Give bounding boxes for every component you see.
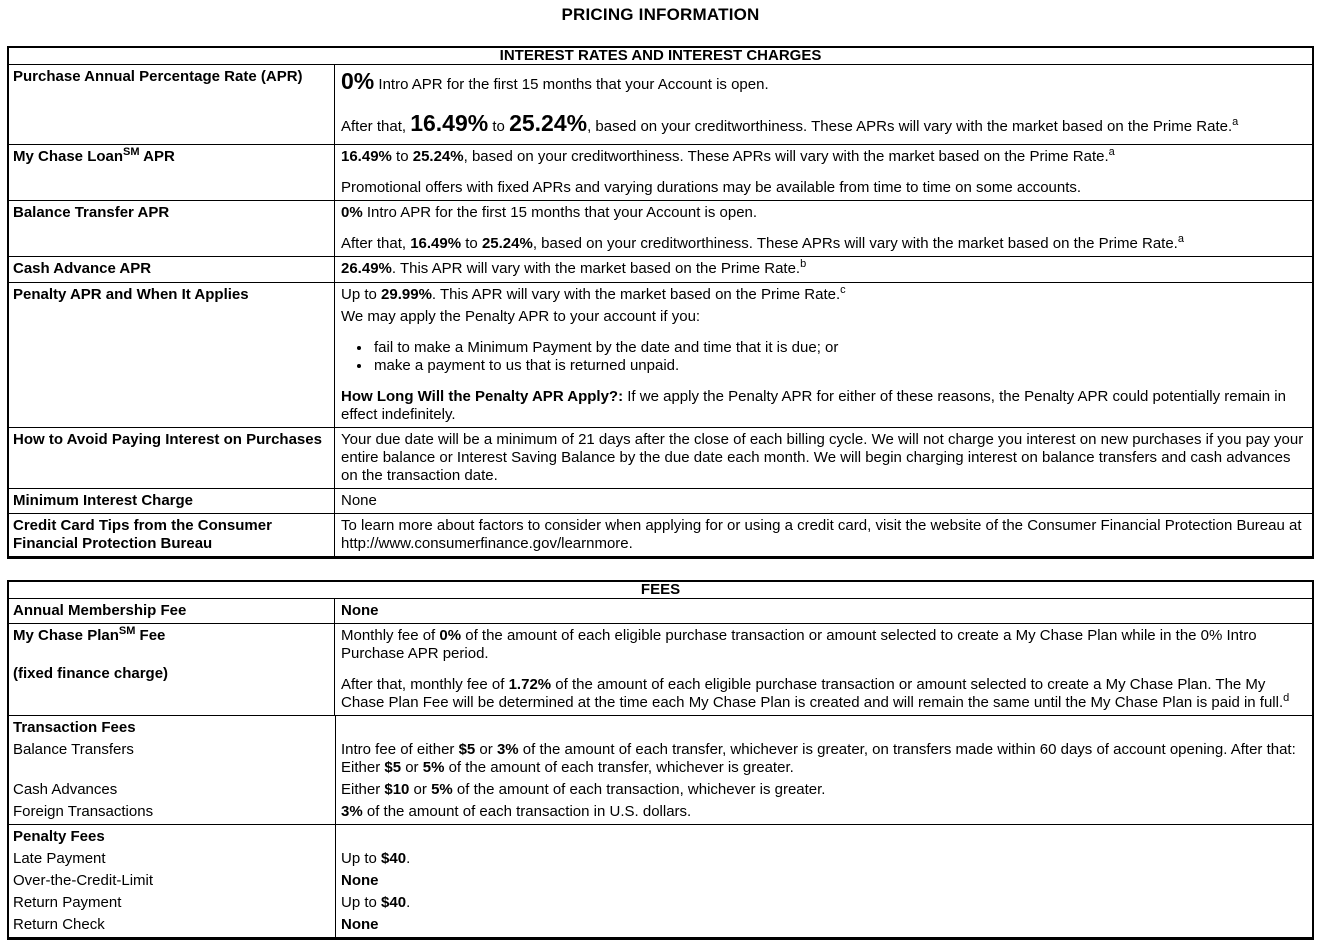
row-label-cell [9, 599, 335, 623]
text-span: Promotional offers with fixed APRs and varying durations may be available from time to time on some accounts. [341, 179, 1082, 196]
text-span: . [406, 850, 411, 867]
text-span: 16.49% [410, 110, 489, 136]
text-span: How to Avoid Paying Interest on Purchases [13, 431, 322, 448]
group-line [9, 781, 1312, 799]
row-content-cell [335, 489, 1312, 513]
bullet-list [341, 339, 1306, 375]
text-span: 3% [496, 741, 519, 758]
row-content-cell [335, 65, 1312, 144]
text-span: Up to [341, 850, 382, 867]
table-row-penalty-apr [9, 282, 1312, 427]
text-span: 1.72% [508, 676, 552, 693]
text-span: Late Payment [13, 850, 106, 867]
text-span: , based on your creditworthiness. These APRs will vary with the market based on the Prime Rate. [532, 235, 1178, 252]
text-span: or [401, 759, 423, 776]
row-label-cell [9, 719, 335, 737]
paragraph [13, 260, 328, 278]
text-span: 29.99% [381, 286, 432, 303]
row-label-cell [9, 894, 335, 912]
table-row-purchase-apr [9, 65, 1312, 144]
text-span: 5% [422, 759, 445, 776]
spacer [341, 166, 1306, 179]
group-line [9, 916, 1312, 934]
paragraph [13, 627, 328, 645]
paragraph [341, 204, 1306, 222]
tables-container [7, 46, 1314, 940]
row-content-cell [335, 283, 1312, 427]
row-content-cell [335, 624, 1312, 715]
text-span: make a payment to us that is returned unpaid. [374, 357, 680, 374]
table-row-penalty-fees [9, 824, 1312, 937]
text-span: Purchase Annual Percentage Rate (APR) [13, 68, 303, 85]
text-span: 0% [341, 68, 375, 94]
spacer [341, 663, 1306, 676]
group-line [9, 894, 1312, 912]
text-span: Monthly fee of [341, 627, 440, 644]
paragraph [13, 602, 328, 620]
table-row-minimum-interest-charge [9, 488, 1312, 513]
text-span: Up to [341, 286, 382, 303]
paragraph [341, 916, 1306, 934]
text-span: None [341, 916, 379, 933]
text-span: or [409, 781, 432, 798]
paragraph [13, 741, 329, 759]
interest-rates-and-charges-header: INTEREST RATES AND INTEREST CHARGES [9, 48, 1312, 65]
row-label-cell [9, 803, 335, 821]
text-span: $40 [381, 894, 407, 911]
text-span: . [406, 894, 411, 911]
row-content-cell [335, 828, 1312, 846]
interest-rates-and-charges-table [7, 46, 1314, 559]
paragraph [341, 308, 1306, 326]
text-span: Balance Transfer APR [13, 204, 170, 221]
row-label-cell [9, 201, 335, 256]
text-span: $10 [384, 781, 410, 798]
footnote-ref: c [840, 284, 846, 296]
text-span: of the amount of each eligible purchase transaction or amount selected to create a My Chase Plan while in the 0% Intro Purchase APR period. [341, 627, 1257, 662]
group-line [9, 850, 1312, 868]
text-span: Return Check [13, 916, 105, 933]
paragraph [341, 627, 1306, 663]
paragraph [13, 431, 328, 449]
paragraph [13, 719, 329, 737]
footnote-ref: SM [118, 625, 136, 637]
paragraph [13, 204, 328, 222]
row-content-cell [335, 719, 1312, 737]
text-span: Over-the-Credit-Limit [13, 872, 154, 889]
footnote-ref: d [1283, 692, 1290, 704]
text-span: $5 [458, 741, 476, 758]
text-span: Intro APR for the first 15 months that your Account is open. [374, 76, 769, 93]
paragraph [341, 781, 1306, 799]
footnote-ref: a [1177, 233, 1184, 245]
text-span: How Long Will the Penalty APR Apply?: [341, 388, 624, 405]
page-title: PRICING INFORMATION [561, 5, 760, 24]
bullet-item [372, 339, 1306, 357]
paragraph [13, 148, 328, 166]
row-content-cell [335, 514, 1312, 556]
row-label-cell [9, 741, 335, 777]
text-span: Minimum Interest Charge [13, 492, 194, 509]
text-span: $40 [381, 850, 407, 867]
paragraph [13, 803, 329, 821]
paragraph [341, 741, 1306, 777]
bullet-item [372, 357, 1306, 375]
spacer [341, 94, 1306, 110]
paragraph [341, 431, 1306, 485]
text-span: 0% [439, 627, 462, 644]
footnote-ref: b [800, 258, 807, 270]
table-row-my-chase-loan-apr [9, 144, 1312, 200]
text-span: 25.24% [412, 148, 464, 165]
spacer [13, 645, 328, 665]
paragraph [13, 828, 329, 846]
text-span: Intro fee of either [341, 741, 459, 758]
text-span: . This APR will vary with the market based on the Prime Rate. [431, 286, 841, 303]
table-row-cash-advance-apr [9, 256, 1312, 282]
text-span: Annual Membership Fee [13, 602, 187, 619]
text-span: Balance Transfers [13, 741, 134, 758]
text-span: Either [341, 781, 385, 798]
text-span: After that, [341, 235, 411, 252]
row-content-cell [335, 894, 1312, 912]
row-content-cell [335, 872, 1312, 890]
text-span: Transaction Fees [13, 719, 136, 736]
fees-header: FEES [9, 582, 1312, 599]
group-line [9, 719, 1312, 737]
paragraph [341, 602, 1306, 620]
paragraph [341, 68, 1306, 94]
row-content-cell [335, 741, 1312, 777]
paragraph [13, 286, 328, 304]
text-span: of the amount of each eligible purchase transaction or amount selected to create a My Chase Plan. The My Chase Plan Fee will be determined at the time each My Chase Plan is created and will remain the same until the My Chase Plan is paid in full. [341, 676, 1284, 711]
text-span: . This APR will vary with the market based on the Prime Rate. [391, 260, 801, 277]
text-span: After that, monthly fee of [341, 676, 509, 693]
row-label-cell [9, 624, 335, 715]
text-span: of the amount of each transaction in U.S. dollars. [362, 803, 692, 820]
paragraph [13, 894, 329, 912]
text-span: After that, [341, 118, 411, 135]
text-span: 16.49% [410, 235, 462, 252]
text-span: of the amount of each transfer, whichever is greater, on transfers made within 60 days of account opening. After that: Either [341, 741, 1296, 776]
text-span: , based on your creditworthiness. These APRs will vary with the market based on the Prime Rate. [587, 118, 1233, 135]
row-content-cell [335, 916, 1312, 934]
text-span: My Chase Plan [13, 627, 119, 644]
text-span: To learn more about factors to consider when applying for or using a credit card, visit the website of the Consumer Financial Protection Bureau at http://www.consumerfinance.gov/learnmore. [341, 517, 1302, 552]
paragraph [341, 517, 1306, 553]
paragraph [341, 110, 1306, 136]
footnote-ref: SM [123, 146, 140, 158]
table-row-credit-card-tips [9, 513, 1312, 556]
text-span: Credit Card Tips from the Consumer [13, 517, 272, 534]
text-span: Return Payment [13, 894, 122, 911]
text-span: 25.24% [509, 110, 588, 136]
text-span: 26.49% [341, 260, 392, 277]
paragraph [13, 850, 329, 868]
row-label-cell [9, 283, 335, 427]
text-span: None [341, 602, 379, 619]
paragraph [341, 235, 1306, 253]
text-span: My Chase Loan [13, 148, 124, 165]
group-line [9, 741, 1312, 777]
text-span: (fixed finance charge) [13, 665, 169, 682]
row-label-cell [9, 850, 335, 868]
table-row-my-chase-plan-fee [9, 623, 1312, 715]
text-span: to [488, 118, 510, 135]
text-span: 0% [341, 204, 363, 221]
text-span: 3% [341, 803, 363, 820]
spacer [341, 375, 1306, 388]
text-span: Foreign Transactions [13, 803, 154, 820]
fees-table [7, 580, 1314, 940]
text-span: , based on your creditworthiness. These APRs will vary with the market based on the Prime Rate. [463, 148, 1109, 165]
paragraph [341, 850, 1306, 868]
text-span: Financial Protection Bureau [13, 535, 213, 552]
text-span: or [475, 741, 497, 758]
text-span: We may apply the Penalty APR to your account if you: [341, 308, 701, 325]
paragraph [341, 148, 1306, 166]
paragraph [341, 894, 1306, 912]
text-span: None [341, 872, 379, 889]
text-span: None [341, 492, 377, 509]
text-span: 5% [431, 781, 453, 798]
text-span: to [391, 148, 413, 165]
text-span: Cash Advances [13, 781, 118, 798]
paragraph [341, 179, 1306, 197]
row-label-cell [9, 489, 335, 513]
text-span: Cash Advance APR [13, 260, 152, 277]
group-line [9, 803, 1312, 821]
row-content-cell [335, 257, 1312, 282]
table-row-how-to-avoid-paying-interest [9, 427, 1312, 488]
text-span: Intro APR for the first 15 months that your Account is open. [362, 204, 758, 221]
text-span: Penalty Fees [13, 828, 105, 845]
row-content-cell [335, 781, 1312, 799]
footnote-ref: a [1108, 146, 1115, 158]
row-label-cell [9, 916, 335, 934]
footnote-ref: a [1232, 116, 1239, 128]
group-line [9, 828, 1312, 846]
row-label-cell [9, 65, 335, 144]
text-span: If we apply the Penalty APR for either of these reasons, the Penalty APR could potentially remain in effect indefinitely. [341, 388, 1286, 423]
paragraph [341, 286, 1306, 304]
row-content-cell [335, 803, 1312, 821]
text-span: Up to [341, 894, 382, 911]
text-span: of the amount of each transfer, whichever is greater. [444, 759, 794, 776]
paragraph [13, 535, 328, 553]
row-label-cell [9, 428, 335, 488]
paragraph [341, 676, 1306, 712]
row-label-cell [9, 145, 335, 200]
text-span: Your due date will be a minimum of 21 days after the close of each billing cycle. We will not charge you interest on new purchases if you pay your entire balance or Interest Saving Balance by the due date each month. We will begin charging interest on balance transfers and cash advances on the transaction date. [341, 431, 1304, 484]
paragraph [13, 68, 328, 86]
paragraph [13, 492, 328, 510]
group-line [9, 872, 1312, 890]
row-label-cell [9, 514, 335, 556]
row-content-cell [335, 599, 1312, 623]
text-span: 25.24% [481, 235, 533, 252]
text-span: $5 [384, 759, 402, 776]
text-span: Penalty APR and When It Applies [13, 286, 249, 303]
paragraph [341, 260, 1306, 278]
row-label-cell [9, 781, 335, 799]
row-label-cell [9, 872, 335, 890]
table-row-transaction-fees [9, 715, 1312, 824]
paragraph [13, 517, 328, 535]
row-label-cell [9, 828, 335, 846]
paragraph [13, 665, 328, 683]
paragraph [13, 781, 329, 799]
text-span: APR [139, 148, 175, 165]
row-content-cell [335, 428, 1312, 488]
paragraph [13, 872, 329, 890]
paragraph [341, 492, 1306, 510]
paragraph [341, 872, 1306, 890]
row-label-cell [9, 257, 335, 282]
row-content-cell [335, 850, 1312, 868]
text-span: to [461, 235, 482, 252]
text-span: of the amount of each transaction, whichever is greater. [452, 781, 826, 798]
row-content-cell [335, 201, 1312, 256]
text-span: 16.49% [341, 148, 392, 165]
spacer [341, 222, 1306, 235]
table-row-annual-membership-fee [9, 599, 1312, 623]
spacer [341, 326, 1306, 339]
table-row-balance-transfer-apr [9, 200, 1312, 256]
paragraph [13, 916, 329, 934]
paragraph [341, 388, 1306, 424]
text-span: fail to make a Minimum Payment by the date and time that it is due; or [374, 339, 839, 356]
text-span: Fee [135, 627, 166, 644]
row-content-cell [335, 145, 1312, 200]
paragraph [341, 803, 1306, 821]
